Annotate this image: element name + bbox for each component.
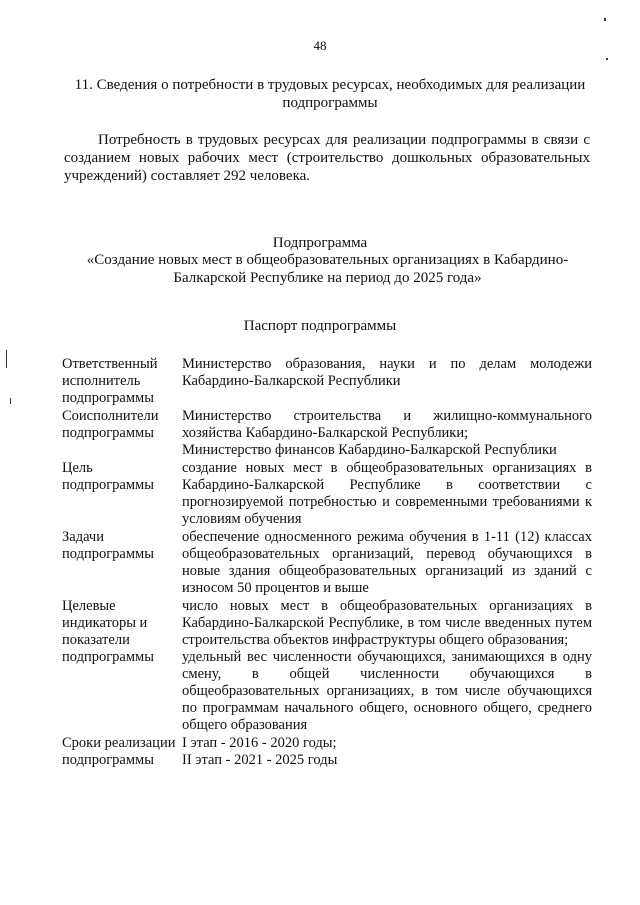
row-label: Ответственный исполнитель подпрограммы <box>62 356 158 406</box>
row-label: Целевые индикаторы и показатели подпрограммы <box>62 598 154 665</box>
passport-row-coexecutors <box>62 407 592 459</box>
row-label: Соисполнители подпрограммы <box>62 408 159 441</box>
scan-artifact <box>604 18 606 21</box>
row-value <box>182 528 592 597</box>
subprogram-title: Подпрограмма <box>272 235 368 251</box>
passport-row-timeline <box>62 734 592 769</box>
subprogram-name: «Создание новых мест в общеобразовательных организациях в Кабардино-Балкарской Республике на период до 2025 года» <box>86 252 569 286</box>
scan-artifact <box>6 350 7 368</box>
passport-row-indicators <box>62 597 592 734</box>
row-label: Сроки реализации подпрограммы <box>62 735 176 768</box>
scan-artifact <box>606 58 608 60</box>
row-value-text: Министерство строительства и жилищно-коммунального хозяйства Кабардино-Балкарской Республики; <box>182 408 592 441</box>
row-value <box>182 459 592 528</box>
row-value-text: I этап - 2016 - 2020 годы; <box>182 735 337 751</box>
row-value <box>182 597 592 734</box>
passport-row-responsible <box>62 356 592 407</box>
row-label: Цель подпрограммы <box>62 460 154 493</box>
row-value-text: число новых мест в общеобразовательных организациях в Кабардино-Балкарской Республике, в том числе введенных путем строительства объектов инфраструктуры общего образования; <box>182 598 592 648</box>
row-value <box>182 734 592 769</box>
page-number: 48 <box>313 38 327 53</box>
passport-table <box>62 356 592 769</box>
section-heading: 11. Сведения о потребности в трудовых ресурсах, необходимых для реализации подпрограммы <box>74 77 586 111</box>
row-value-text: создание новых мест в общеобразовательных организациях в Кабардино-Балкарской Республике в соответствии с прогнозируемой потребностью и современными требованиями к условиям обучения <box>182 460 592 527</box>
workforce-paragraph: Потребность в трудовых ресурсах для реализации подпрограммы в связи с созданием новых рабочих мест (строительство дошкольных образовательных учреждений) составляет 292 человека. <box>64 132 590 184</box>
row-label: Задачи подпрограммы <box>62 529 154 562</box>
passport-row-tasks <box>62 528 592 597</box>
scan-artifact <box>10 398 11 404</box>
row-value-text: Министерство финансов Кабардино-Балкарской Республики <box>182 442 557 458</box>
passport-row-goal <box>62 459 592 528</box>
row-value <box>182 407 592 459</box>
row-value-text: обеспечение односменного режима обучения в 1-11 (12) классах общеобразовательных организаций, перевод обучающихся в новые здания общеобразовательных организаций из зданий с износом 50 процентов и выше <box>182 529 592 596</box>
passport-title: Паспорт подпрограммы <box>243 318 397 334</box>
row-value <box>182 356 592 407</box>
row-value-text: удельный вес численности обучающихся, занимающихся в одну смену, в общей численности обучающихся в общеобразовательных организациях, в том числе обучающихся по программам начального общего, основного общего, среднего общего образования <box>182 649 592 733</box>
row-value-text: Министерство образования, науки и по делам молодежи Кабардино-Балкарской Республики <box>182 356 592 389</box>
row-value-text: II этап - 2021 - 2025 годы <box>182 752 338 768</box>
